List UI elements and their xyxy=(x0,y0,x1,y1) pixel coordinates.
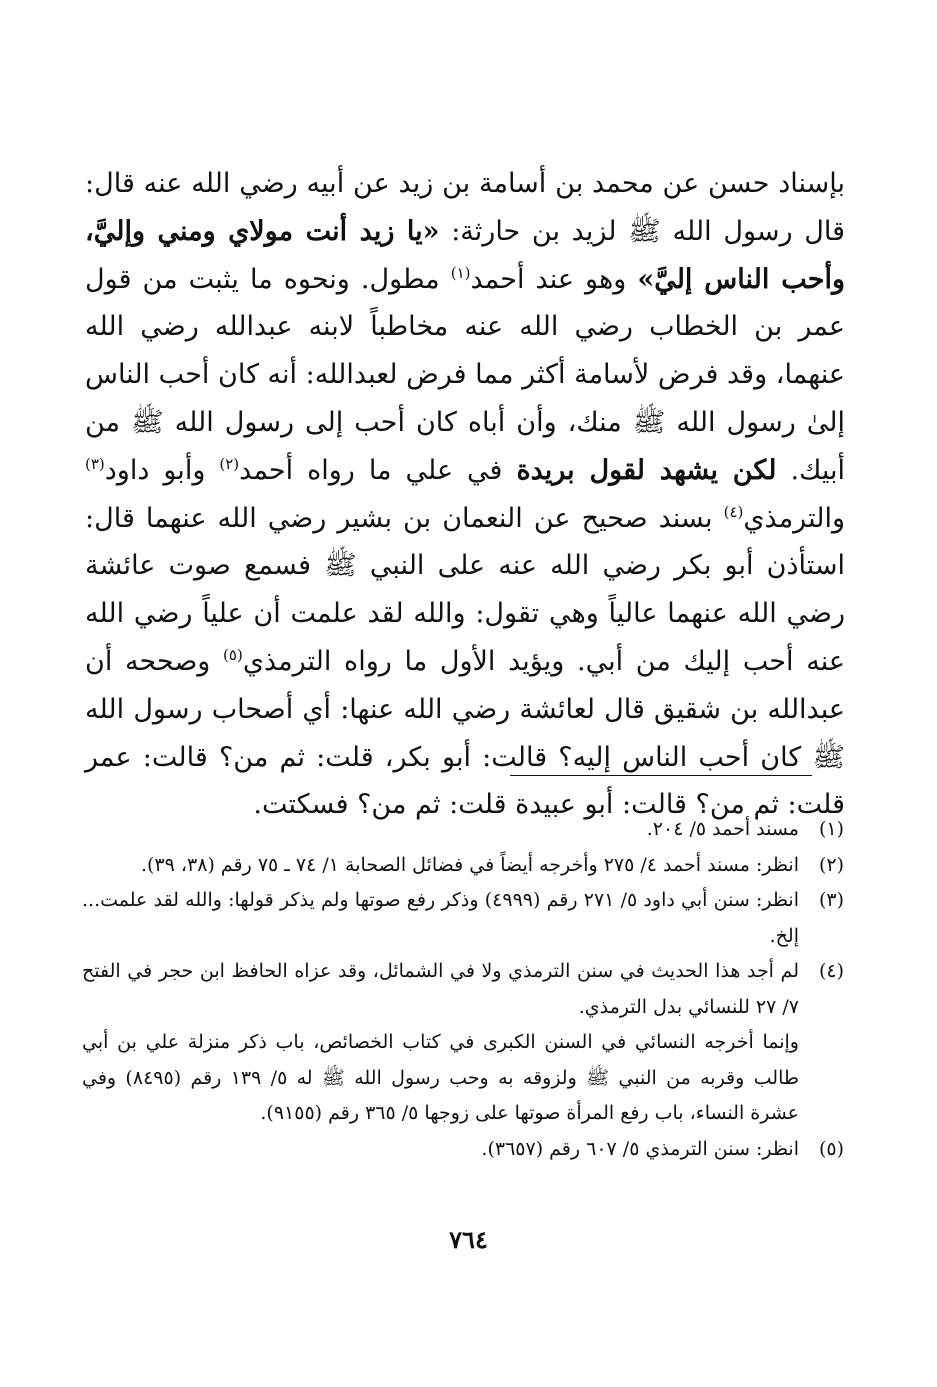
footnote-paragraph: انظر: سنن أبي داود ٥/ ٢٧١ رقم (٤٩٩٩) وذكر رفع صوتها ولم يذكر قولها: والله لقد علمت... إلخ. xyxy=(82,889,800,947)
footnote-paragraph: لم أجد هذا الحديث في سنن الترمذي ولا في الشمائل، وقد عزاه الحافظ ابن حجر في الفتح ٧/ ٢٧ للنسائي بدل الترمذي. xyxy=(82,960,799,1018)
footnote-ref-2[interactable]: (٢) xyxy=(219,454,240,473)
footnote-paragraph: مسند أحمد ٥/ ٢٠٤. xyxy=(646,818,799,840)
footnotes-section xyxy=(82,812,844,1167)
footnote-ref-3[interactable]: (٣) xyxy=(85,454,105,473)
footnote-item xyxy=(82,848,844,884)
footnote-number: (٥) xyxy=(818,1137,844,1160)
main-text-segment: وأبو داود xyxy=(104,454,220,486)
footnote-text xyxy=(82,954,799,1132)
footnote-item xyxy=(82,883,844,954)
footnote-text xyxy=(82,812,799,848)
main-text-segment: والترمذي xyxy=(743,502,845,534)
main-text-segment: وهو عند أحمد xyxy=(470,263,638,295)
main-text-block xyxy=(85,160,845,829)
main-text-segment: مطول. ونحوه ما يثبت من قول عمر بن الخطاب رضي الله عنه مخاطباً لابنه عبدالله رضي الله عنهما، وقد فرض لأسامة أكثر مما فرض لعبدالله: أنه كان أحب الناس إلىٰ رسول الله ﷺ منك، وأن أباه كان أحب إلى رسول الله ﷺ من أبيك. xyxy=(85,263,845,486)
footnote-paragraph: انظر: سنن الترمذي ٥/ ٦٠٧ رقم (٣٦٥٧). xyxy=(481,1137,799,1160)
footnote-ref-4[interactable]: (٤) xyxy=(723,502,744,521)
footnote-ref-5[interactable]: (٥) xyxy=(223,645,243,664)
footnote-text xyxy=(82,1132,799,1168)
footnote-number: (٢) xyxy=(818,853,844,876)
main-text-segment: بسند صحيح عن النعمان بن بشير رضي الله عنهما قال: استأذن أبو بكر رضي الله عنه على النبي ﷺ فسمع صوت عائشة رضي الله عنهما عالياً وهي تقول: والله لقد علمت أن علياً رضي الله عنه أحب إليك من أبي. ويؤيد الأول ما رواه الترمذي xyxy=(85,502,845,677)
footnote-text xyxy=(82,883,799,954)
footnote-text xyxy=(82,848,799,884)
footnote-item xyxy=(82,812,844,848)
footnote-number: (٤) xyxy=(818,960,844,982)
footnote-ref-1[interactable]: (١) xyxy=(450,263,471,282)
main-text-segment: في علي ما رواه أحمد xyxy=(239,454,517,486)
main-text-segment: وصححه أن عبدالله بن شقيق قال لعائشة رضي الله عنها: أي أصحاب رسول الله ﷺ كان أحب الناس إليه؟ قالت: أبو بكر، قلت: ثم من؟ قالت: عمر قلت: ثم من؟ قالت: أبو عبيدة قلت: ثم من؟ فسكتت. xyxy=(85,645,845,821)
footnote-divider xyxy=(510,775,812,776)
main-paragraph xyxy=(85,160,845,829)
footnote-paragraph: وإنما أخرجه النسائي في السنن الكبرى في كتاب الخصائص، باب ذكر منزلة علي بن أبي طالب وقربه من النبي ﷺ ولزوقه به وحب رسول الله ﷺ له ٥/ ١٣٩ رقم (٨٤٩٥) وفي عشرة النساء، باب رفع المرأة صوتها على زوجها ٥/ ٣٦٥ رقم (٩١٥٥). xyxy=(82,1031,799,1124)
page-number: ٧٦٤ xyxy=(449,1225,488,1254)
footnote-number: (١) xyxy=(818,818,844,840)
footnote-item xyxy=(82,1132,844,1168)
emphasis-text: لكن يشهد لقول بريدة xyxy=(516,454,777,486)
footnote-item xyxy=(82,954,844,1132)
hadith-quote: «يا زيد أنت مولاي ومني وإليَّ، وأحب الناس إليَّ» xyxy=(85,215,845,295)
footnote-number: (٣) xyxy=(818,889,844,911)
footnote-paragraph: انظر: مسند أحمد ٤/ ٢٧٥ وأخرجه أيضاً في فضائل الصحابة ١/ ٧٤ ـ ٧٥ رقم (٣٨، ٣٩). xyxy=(140,853,799,876)
main-text-segment: بإسناد حسن عن محمد بن أسامة بن زيد عن أبيه رضي الله عنه قال: قال رسول الله ﷺ لزيد بن حارثة: xyxy=(85,168,845,247)
